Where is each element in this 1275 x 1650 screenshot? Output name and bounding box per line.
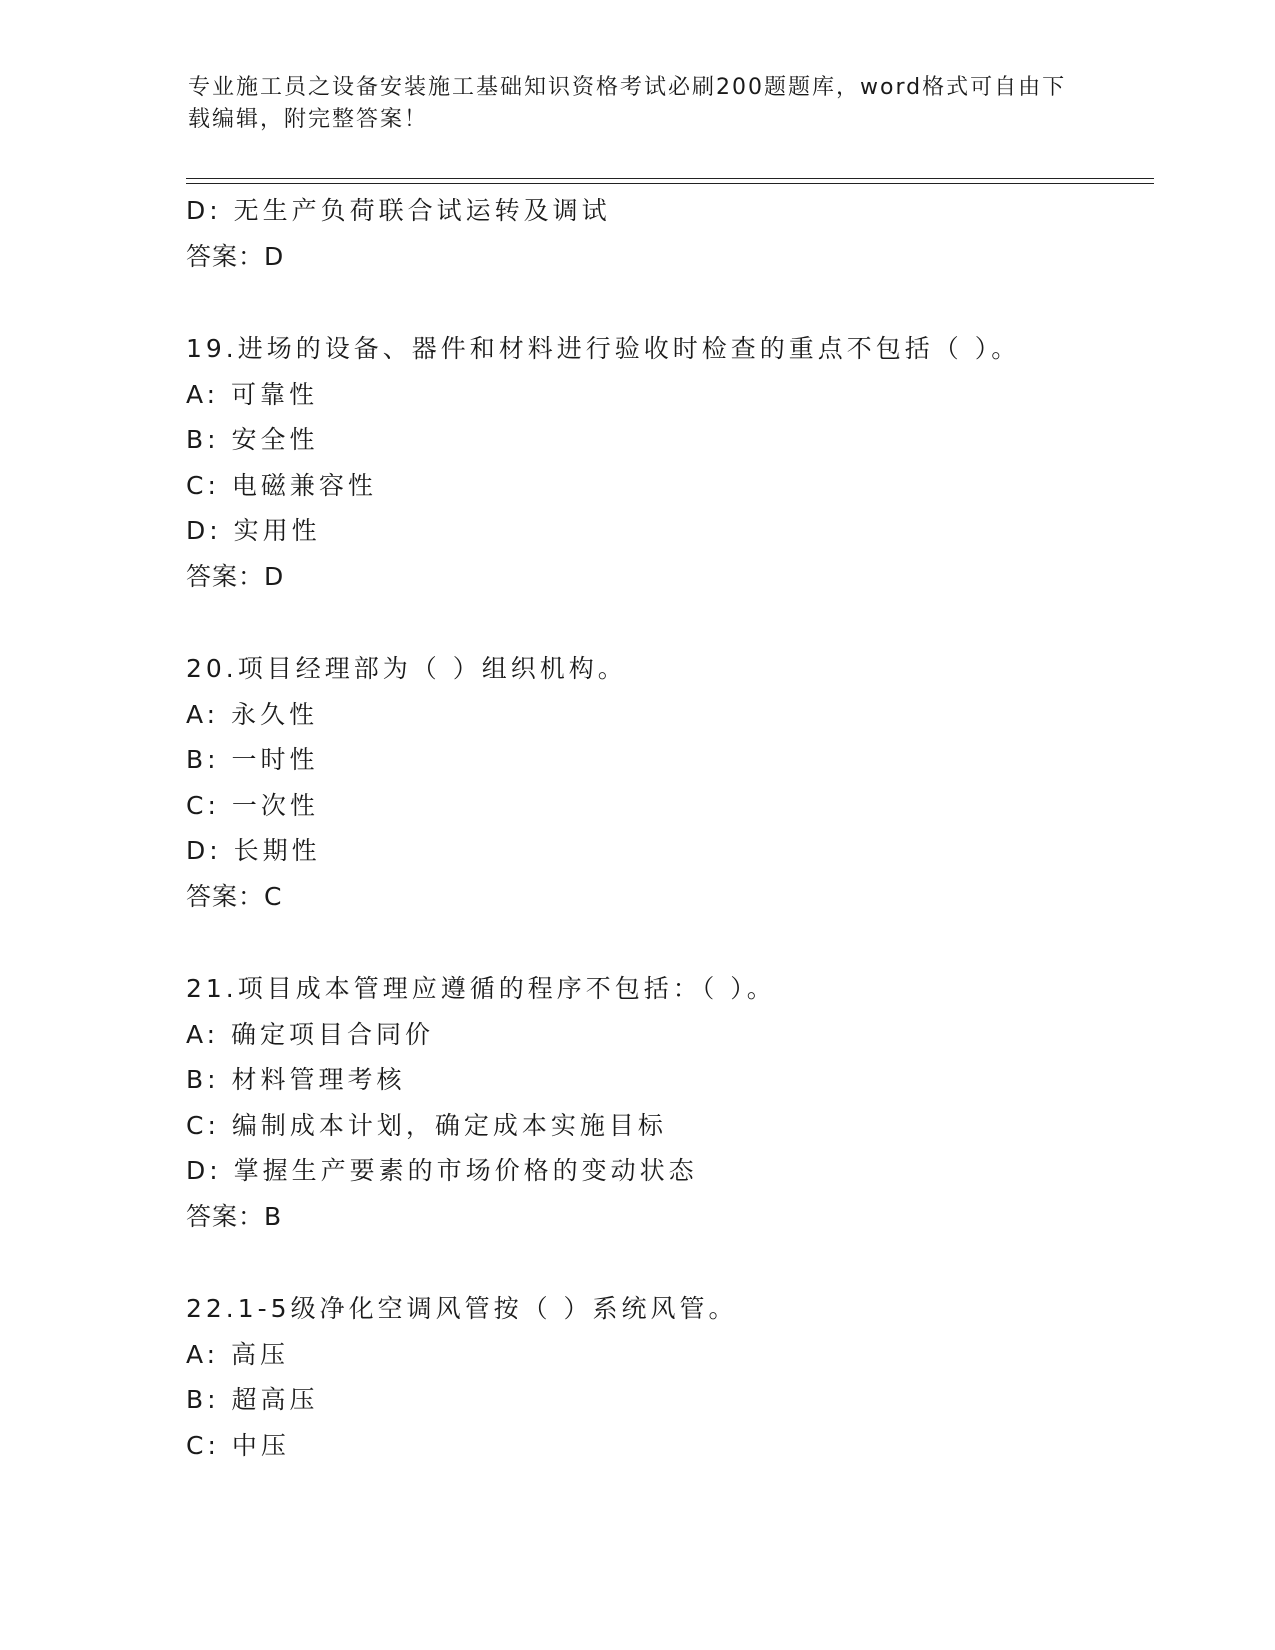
option-c: C: 编制成本计划，确定成本实施目标 — [186, 1110, 667, 1140]
document-header: 专业施工员之设备安装施工基础知识资格考试必刷200题题库，word格式可自由下载编辑，附完整答案！ — [188, 75, 1067, 132]
answer-line: 答案：D — [186, 561, 285, 591]
option-d: D: 实用性 — [186, 516, 321, 545]
question-list — [186, 188, 1146, 1468]
answer-line: 答案：C — [186, 881, 283, 911]
option-a: A: 永久性 — [186, 699, 319, 729]
question-spacer — [186, 279, 1146, 326]
option-d: D: 掌握生产要素的市场价格的变动状态 — [186, 1156, 698, 1185]
answer-line: 答案：B — [186, 1201, 283, 1231]
option-a: A: 确定项目合同价 — [186, 1019, 435, 1049]
option-a: A: 高压 — [186, 1339, 290, 1369]
option-b: B: 材料管理考核 — [186, 1065, 406, 1094]
option-d: D: 无生产负荷联合试运转及调试 — [186, 196, 611, 225]
option-b: B: 一时性 — [186, 745, 319, 774]
option-c: C: 中压 — [186, 1430, 290, 1460]
answer-line: 答案：D — [186, 241, 285, 271]
option-c: C: 一次性 — [186, 790, 319, 820]
header-divider-bottom — [186, 183, 1154, 184]
question-19: 19.进场的设备、器件和材料进行验收时检查的重点不包括（ ）。 — [186, 334, 1021, 363]
question-spacer — [186, 919, 1146, 966]
question-spacer — [186, 599, 1146, 646]
option-a: A: 可靠性 — [186, 379, 319, 409]
question-spacer — [186, 1239, 1146, 1286]
question-21: 21.项目成本管理应遵循的程序不包括：（ ）。 — [186, 974, 776, 1003]
question-22: 22.1-5级净化空调风管按（ ）系统风管。 — [186, 1294, 738, 1323]
header-divider-top — [186, 178, 1154, 179]
option-b: B: 安全性 — [186, 425, 319, 454]
option-b: B: 超高压 — [186, 1385, 319, 1414]
option-d: D: 长期性 — [186, 836, 321, 865]
option-c: C: 电磁兼容性 — [186, 470, 377, 500]
question-20: 20.项目经理部为（ ）组织机构。 — [186, 654, 627, 683]
